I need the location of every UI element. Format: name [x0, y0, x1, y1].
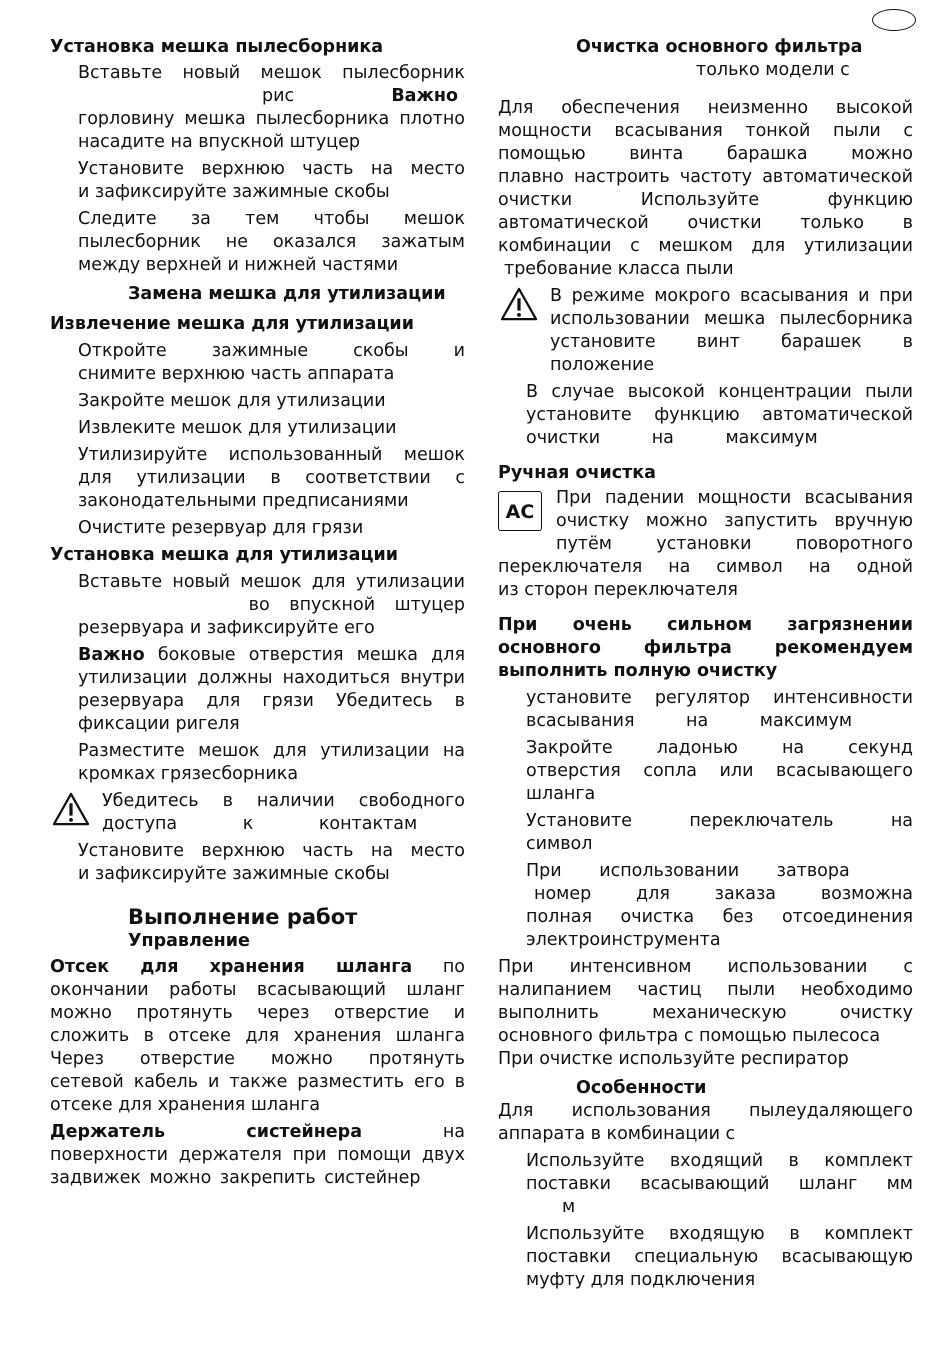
replace-title: Замена мешка для утилизации [128, 284, 446, 304]
important-label: Важно [391, 86, 458, 106]
install-disposal-p3: Разместите мешок для утилизации на кромках грязесборника [78, 741, 465, 784]
warning-triangle-icon [52, 792, 90, 826]
right-column [498, 36, 913, 1296]
work-title: Выполнение работ [128, 905, 358, 929]
remove-title: Извлечение мешка для утилизации [50, 314, 414, 334]
install-disposal-p4: Установите верхнюю часть на место и зафиксируйте зажимные скобы [78, 841, 465, 884]
full-cleaning-step-4: При использовании затвора номер для заказа возможна полная очистка без отсоединения электроинструмента [526, 861, 913, 950]
remove-p5: Очистите резервуар для грязи [78, 518, 364, 538]
install-bag-title: Установка мешка пылесборника [50, 37, 384, 57]
filter-paragraph-2: В случае высокой концентрации пыли установите функцию автоматической очистки на максимум [526, 382, 913, 448]
filter-paragraph-1: Для обеспечения неизменно высокой мощности всасывания тонкой пыли с помощью винта барашка можно плавно настроить частоту автоматической очистки Используйте функцию автоматической очистки только в комбинации с мешком для утилизации требование класса пыли [498, 98, 913, 279]
control-title: Управление [128, 931, 250, 951]
warning-contacts: Убедитесь в наличии свободного доступа к контактам [50, 790, 465, 836]
remove-p2: Закройте мешок для утилизации [78, 391, 386, 411]
filter-subtitle: только модели с [696, 60, 850, 80]
features-paragraph-2: Используйте входящий в комплект поставки всасывающий шланг мм м [526, 1151, 913, 1217]
ac-symbol-icon: AC [498, 491, 542, 531]
page-number-oval [872, 9, 916, 31]
install-bag-p3: Следите за тем чтобы мешок пылесборник не оказался зажатым между верхней и нижней частями [78, 209, 465, 275]
warning-wet-suction: В режиме мокрого всасывания и при использовании мешка пылесборника установите винт барашек в положение [498, 285, 913, 377]
full-cleaning-recommendation: При очень сильном загрязнении основного фильтра рекомендуем выполнить полную очистку [498, 615, 913, 681]
install-disposal-p1: Вставьте новый мешок для утилизации во впускной штуцер резервуара и зафиксируйте его [78, 572, 465, 638]
full-cleaning-step-3: Установите переключатель на символ [526, 811, 913, 854]
features-title: Особенности [576, 1078, 707, 1098]
left-column [50, 36, 465, 1194]
warning-triangle-icon [500, 287, 538, 321]
full-cleaning-step-1: установите регулятор интенсивности всасывания на максимум [526, 688, 913, 731]
features-paragraph-3: Используйте входящую в комплект поставки специальную всасывающую муфту для подключения [526, 1224, 913, 1290]
systainer-holder-paragraph: Держатель систейнера на поверхности держателя при помощи двух задвижек можно закрепить систейнер [50, 1122, 465, 1188]
remove-p4: Утилизируйте использованный мешок для утилизации в соответствии с законодательными предписаниями [78, 445, 465, 511]
hose-storage-paragraph: Отсек для хранения шланга по окончании работы всасывающий шланг можно протянуть через отверстие и сложить в отсеке для хранения шланга Через отверстие можно протянуть сетевой кабель и также разместить его в отсеке для хранения шланга [50, 957, 465, 1115]
remove-p1: Откройте зажимные скобы и снимите верхнюю часть аппарата [78, 341, 465, 384]
manual-cleaning-paragraph: AC При падении мощности всасывания очистку можно запустить вручную путём установки поворотного переключателя на символ на одной из сторон переключателя [498, 488, 913, 600]
features-paragraph-1: Для использования пылеудаляющего аппарата в комбинации с [498, 1101, 913, 1144]
install-disposal-p2: Важно боковые отверстия мешка для утилизации должны находиться внутри резервуара для грязи Убедитесь в фиксации ригеля [78, 645, 465, 734]
manual-cleaning-title: Ручная очистка [498, 463, 656, 483]
install-bag-p2: Установите верхнюю часть на место и зафиксируйте зажимные скобы [78, 159, 465, 202]
install-disposal-title: Установка мешка для утилизации [50, 545, 398, 565]
filter-title: Очистка основного фильтра [576, 37, 863, 57]
install-bag-p1: Вставьте новый мешок пылесборник рис Важно горловину мешка пылесборника плотно насадите на впускной штуцер [78, 63, 465, 152]
mechanical-cleaning-paragraph: При интенсивном использовании с налипанием частиц пыли необходимо выполнить механическую очистку основного фильтра с помощью пылесоса При очистке используйте респиратор [498, 957, 913, 1069]
remove-p3: Извлеките мешок для утилизации [78, 418, 397, 438]
full-cleaning-step-2: Закройте ладонью на секунд отверстия сопла или всасывающего шланга [526, 738, 913, 804]
